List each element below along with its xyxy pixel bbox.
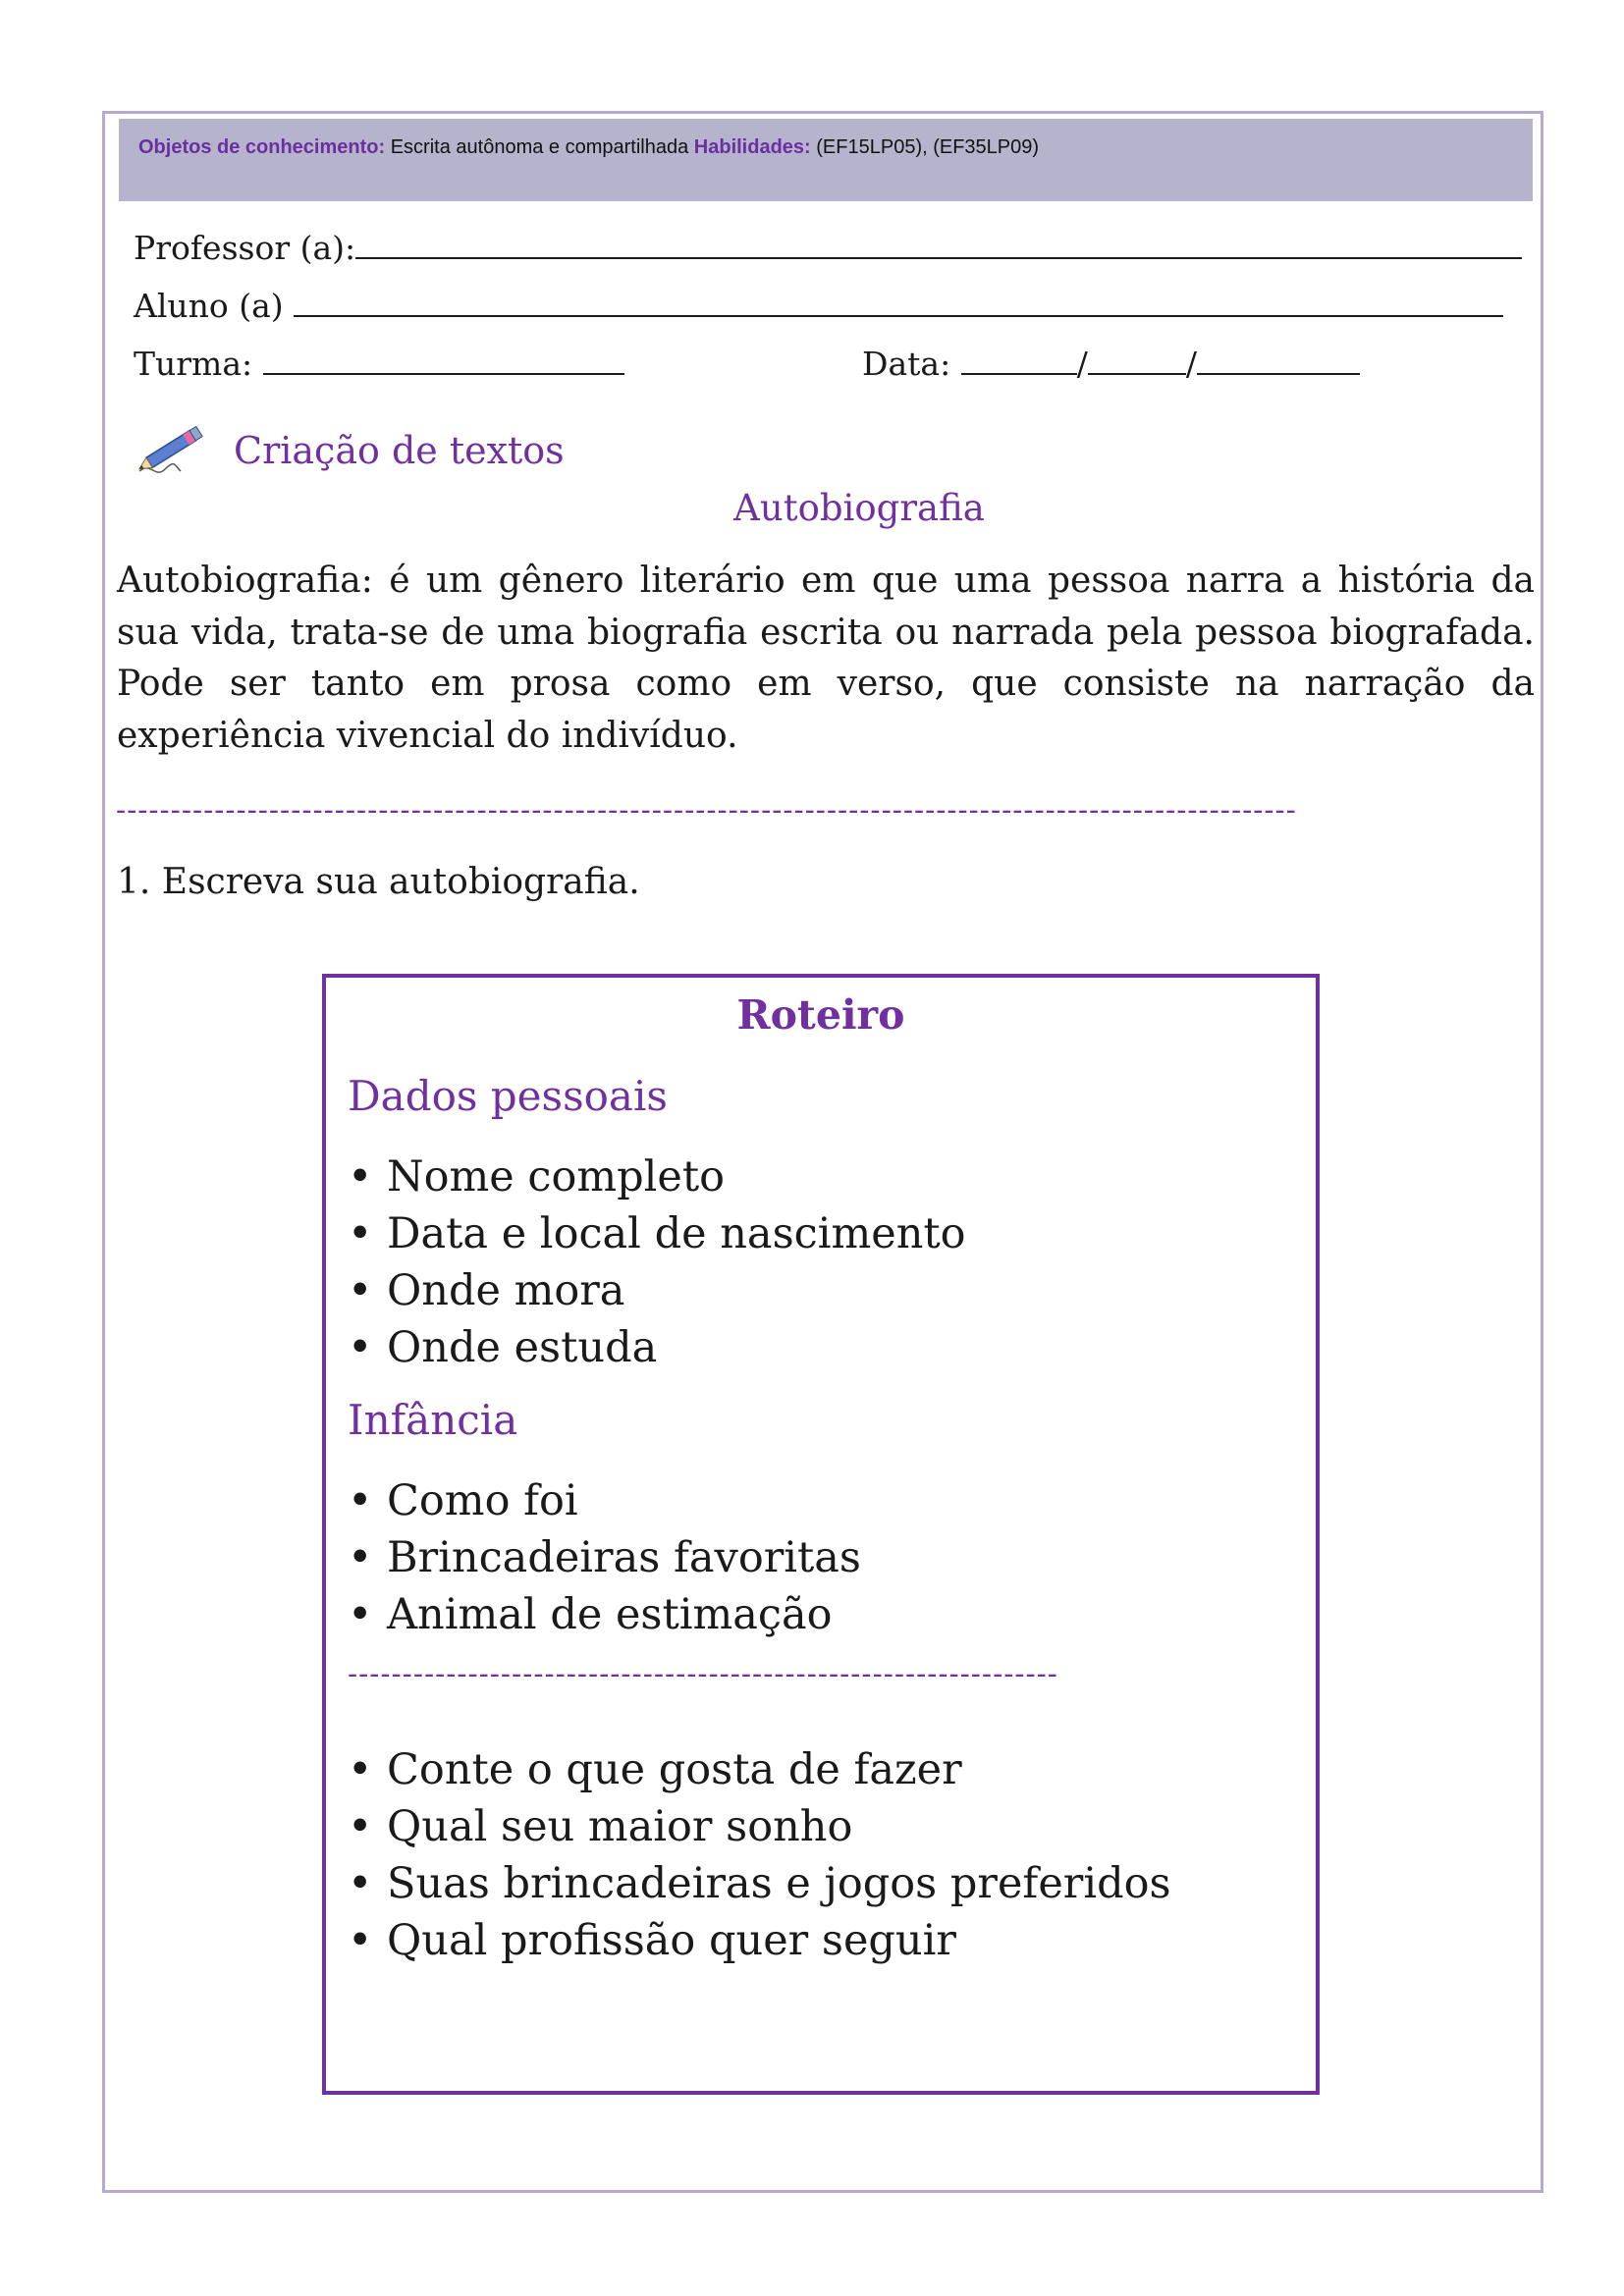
data-day-line[interactable] [961,344,1077,375]
bullet-icon: • [348,1152,373,1201]
habilidades-value: (EF15LP05), (EF35LP09) [816,136,1040,158]
turma-field [134,344,624,383]
aluno-field [134,286,1503,325]
objetos-label: Objetos de conhecimento: [138,136,386,158]
dados-pessoais-list [348,1148,966,1376]
data-separator: / [1076,345,1088,383]
section-header [130,416,565,485]
list-item: • Onde estuda [348,1319,966,1376]
bullet-icon: • [348,1859,373,1908]
list-item: • Suas brincadeiras e jogos preferidos [348,1855,1171,1912]
data-field [862,344,1360,383]
bullet-icon: • [348,1266,373,1315]
dashed-divider: ------------------------------------------------------------------------------------------------------------ [116,793,1297,828]
list-item: • Onde mora [348,1262,966,1319]
bullet-icon: • [348,1476,373,1525]
list-item: • Animal de estimação [348,1586,861,1643]
bullet-icon: • [348,1323,373,1372]
bullet-icon: • [348,1802,373,1851]
aluno-input-line[interactable] [294,286,1503,317]
doc-title: Autobiografia [733,487,985,529]
list-item: • Como foi [348,1472,861,1529]
data-label: Data: [862,345,951,383]
list-item: • Data e local de nascimento [348,1205,966,1262]
section-title: Criação de textos [234,429,565,472]
bullet-icon: • [348,1916,373,1965]
objetos-value: Escrita autônoma e compartilhada [390,136,689,158]
habilidades-label: Habilidades: [693,136,811,158]
turma-label: Turma: [134,345,253,383]
list-item: • Qual seu maior sonho [348,1798,1171,1855]
infancia-list [348,1472,861,1643]
professor-field [134,228,1522,267]
bullet-icon: • [348,1745,373,1794]
intro-paragraph: Autobiografia: é um gênero literário em que uma pessoa narra a história da sua vida, trata-se de uma biografia escrita ou narrada pela pessoa biografada. Pode ser tanto em prosa como em verso, que consiste na narração da experiência vivencial do indivíduo. [117,561,1535,756]
extra-list [348,1741,1171,1969]
roteiro-title: Roteiro [736,991,905,1039]
dados-pessoais-heading: Dados pessoais [348,1072,668,1120]
professor-input-line[interactable] [355,228,1522,259]
bullet-icon: • [348,1533,373,1582]
header-band [119,119,1533,201]
list-item: • Conte o que gosta de fazer [348,1741,1171,1798]
roteiro-box [322,974,1320,2095]
question-1: 1. Escreva sua autobiografia. [117,862,640,902]
data-year-line[interactable] [1197,344,1360,375]
list-item: • Nome completo [348,1148,966,1205]
turma-input-line[interactable] [263,344,624,375]
pencil-icon [130,414,214,487]
box-dashed-divider: ----------------------------------------------------------------- [348,1657,1058,1691]
data-month-line[interactable] [1088,344,1186,375]
data-separator: / [1185,345,1197,383]
bullet-icon: • [348,1590,373,1639]
aluno-label: Aluno (a) [134,287,284,325]
infancia-heading: Infância [348,1396,518,1444]
bullet-icon: • [348,1209,373,1258]
professor-label: Professor (a): [134,229,356,267]
list-item: • Qual profissão quer seguir [348,1912,1171,1969]
list-item: • Brincadeiras favoritas [348,1529,861,1586]
